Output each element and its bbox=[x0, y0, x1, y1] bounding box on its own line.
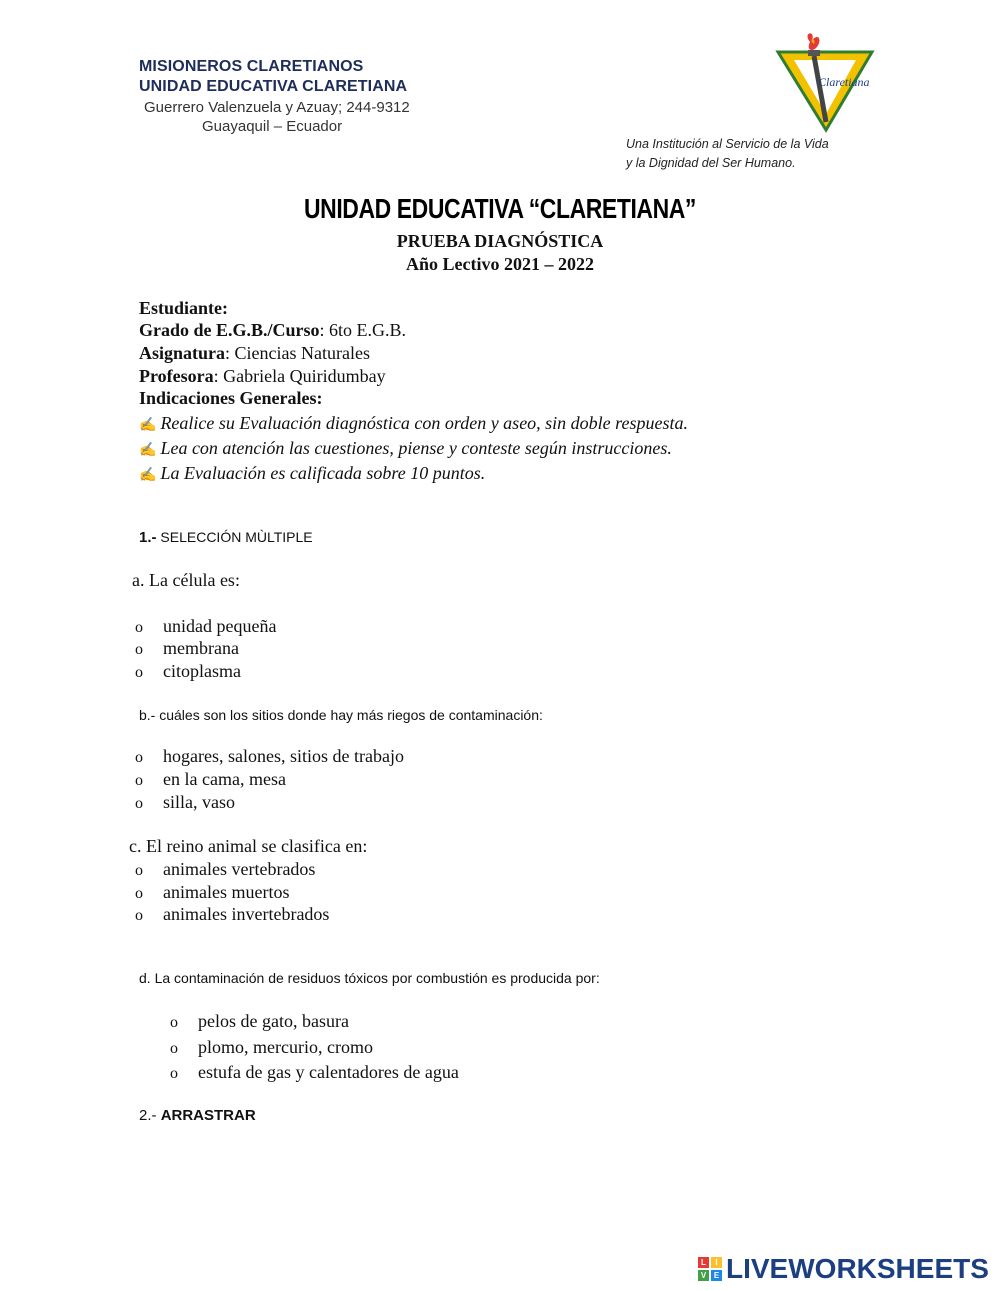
subject-value: : Ciencias Naturales bbox=[225, 343, 370, 363]
teacher-value: : Gabriela Quiridumbay bbox=[213, 366, 386, 386]
question-b-option-1[interactable]: o hogares, salones, sitios de trabajo bbox=[135, 746, 404, 766]
indications-label: Indicaciones Generales: bbox=[139, 388, 323, 408]
liveworksheets-badge-icon: L I V E bbox=[698, 1257, 722, 1281]
org-name-line1: MISIONEROS CLARETIANOS bbox=[139, 58, 364, 75]
indication-item: ✍ Realice su Evaluación diagnóstica con orden y aseo, sin doble respuesta. bbox=[139, 413, 689, 433]
pencil-icon: ✍ bbox=[139, 418, 157, 433]
question-d-option-1[interactable]: o pelos de gato, basura bbox=[170, 1011, 349, 1031]
teacher-line bbox=[139, 366, 386, 387]
question-b-option-3[interactable]: o silla, vaso bbox=[135, 792, 235, 812]
question-a-option-3[interactable]: o citoplasma bbox=[135, 661, 241, 681]
grade-line bbox=[139, 320, 406, 341]
question-b-option-2[interactable]: o en la cama, mesa bbox=[135, 769, 286, 789]
motto-line2: y la Dignidad del Ser Humano. bbox=[626, 156, 796, 170]
school-year: Año Lectivo 2021 – 2022 bbox=[406, 254, 594, 274]
pencil-icon: ✍ bbox=[139, 443, 157, 458]
question-d-option-3[interactable]: o estufa de gas y calentadores de agua bbox=[170, 1062, 459, 1082]
question-b-prompt: b.- cuáles son los sitios donde hay más riegos de contaminación: bbox=[139, 707, 543, 723]
subject-line bbox=[139, 343, 370, 364]
question-c-prompt: c. El reino animal se clasifica en: bbox=[129, 836, 368, 856]
grade-value: : 6to E.G.B. bbox=[319, 320, 407, 340]
test-subtitle: PRUEBA DIAGNÓSTICA bbox=[396, 231, 604, 251]
student-label: Estudiante: bbox=[139, 298, 229, 318]
section1-heading: 1.- SELECCIÓN MÙLTIPLE bbox=[139, 529, 313, 546]
org-name-line2: UNIDAD EDUCATIVA CLARETIANA bbox=[139, 78, 408, 95]
question-a-prompt: a. La célula es: bbox=[132, 570, 240, 590]
logo-text: Claretiana bbox=[818, 75, 870, 89]
motto-line1: Una Institución al Servicio de la Vida bbox=[626, 137, 829, 151]
grade-label: Grado de E.G.B./Curso bbox=[139, 320, 320, 340]
question-c-option-1[interactable]: o animales vertebrados bbox=[135, 859, 316, 879]
question-d-prompt: d. La contaminación de residuos tóxicos por combustión es producida por: bbox=[139, 970, 600, 986]
org-city: Guayaquil – Ecuador bbox=[202, 118, 343, 135]
indication-item: ✍ La Evaluación es calificada sobre 10 puntos. bbox=[139, 463, 486, 483]
question-a-option-1[interactable]: o unidad pequeña bbox=[135, 616, 277, 636]
question-c-option-2[interactable]: o animales muertos bbox=[135, 882, 290, 902]
page-title: UNIDAD EDUCATIVA “CLARETIANA” bbox=[303, 193, 697, 224]
claretiana-logo bbox=[772, 32, 876, 134]
liveworksheets-logo[interactable] bbox=[698, 1252, 989, 1286]
org-address: Guerrero Valenzuela y Azuay; 244-9312 bbox=[144, 99, 410, 116]
pencil-icon: ✍ bbox=[139, 468, 157, 483]
subject-label: Asignatura bbox=[139, 343, 226, 363]
question-c-option-3[interactable]: o animales invertebrados bbox=[135, 904, 330, 924]
liveworksheets-brand: LIVEWORKSHEETS bbox=[726, 1253, 989, 1284]
question-a-option-2[interactable]: o membrana bbox=[135, 638, 239, 658]
indication-item: ✍ Lea con atención las cuestiones, piense y conteste según instrucciones. bbox=[139, 438, 672, 458]
teacher-label: Profesora bbox=[139, 366, 214, 386]
section2-heading: 2.- ARRASTRAR bbox=[139, 1107, 256, 1124]
question-d-option-2[interactable]: o plomo, mercurio, cromo bbox=[170, 1037, 373, 1057]
